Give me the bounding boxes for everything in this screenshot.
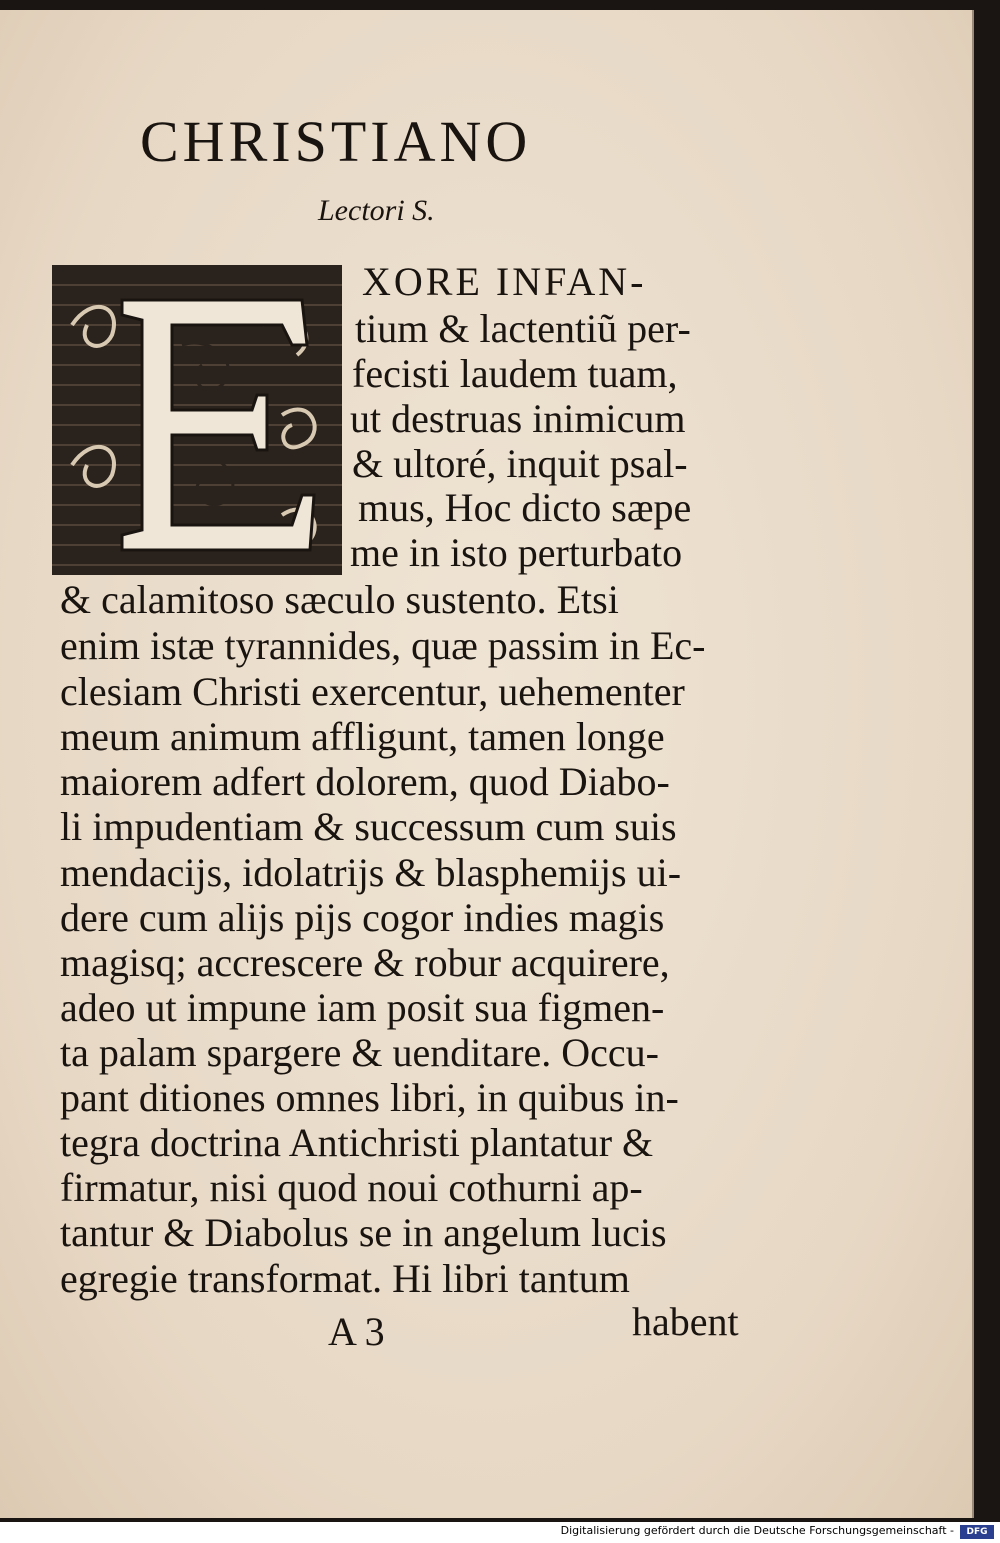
- footer-credit: Digitalisierung gefördert durch die Deutsche Forschungsgemeinschaft -: [560, 1524, 954, 1537]
- text-line: magisq; accrescere & robur acquirere,: [60, 940, 670, 985]
- text-line: mendacijs, idolatrijs & blasphemijs ui-: [60, 850, 682, 895]
- catchword: habent: [632, 1299, 739, 1344]
- text-line: clesiam Christi exercentur, uehementer: [60, 669, 685, 714]
- text-line: ta palam spargere & uenditare. Occu-: [60, 1030, 659, 1075]
- text-line: & calamitoso sæculo sustento. Etsi: [60, 577, 619, 622]
- text-line: fecisti laudem tuam,: [352, 351, 678, 396]
- page-subtitle: Lectori S.: [318, 194, 435, 227]
- signature-mark: A 3: [328, 1309, 385, 1354]
- text-line: enim istæ tyrannides, quæ passim in Ec-: [60, 623, 706, 668]
- text-line: maiorem adfert dolorem, quod Diabo-: [60, 759, 670, 804]
- book-page: [0, 10, 974, 1518]
- footer-bar: [0, 1522, 1000, 1543]
- text-line: li impudentiam & successum cum suis: [60, 804, 677, 849]
- text-line: firmatur, nisi quod noui cothurni ap-: [60, 1165, 643, 1210]
- decorated-initial: [52, 265, 342, 575]
- text-line: tium & lactentiũ per-: [355, 306, 691, 351]
- text-line: tegra doctrina Antichristi plantatur &: [60, 1120, 654, 1165]
- text-line: adeo ut impune iam posit sua figmen-: [60, 985, 665, 1030]
- text-line: dere cum alijs pijs cogor indies magis: [60, 895, 665, 940]
- text-line: ut destruas inimicum: [350, 396, 686, 441]
- text-line: XORE INFAN-: [362, 259, 647, 304]
- text-line: meum animum affligunt, tamen longe: [60, 714, 665, 759]
- text-line: pant ditiones omnes libri, in quibus in-: [60, 1075, 679, 1120]
- ornament-initial-icon: [52, 265, 342, 575]
- text-line: me in isto perturbato: [350, 530, 683, 575]
- text-line: tantur & Diabolus se in angelum lucis: [60, 1210, 667, 1255]
- page-title: CHRISTIANO: [140, 109, 532, 174]
- text-line: & ultoré, inquit psal-: [352, 441, 688, 486]
- text-line: egregie transformat. Hi libri tantum: [60, 1256, 630, 1301]
- dfg-logo-icon: DFG: [960, 1525, 994, 1539]
- text-line: mus, Hoc dicto sæpe: [358, 485, 692, 530]
